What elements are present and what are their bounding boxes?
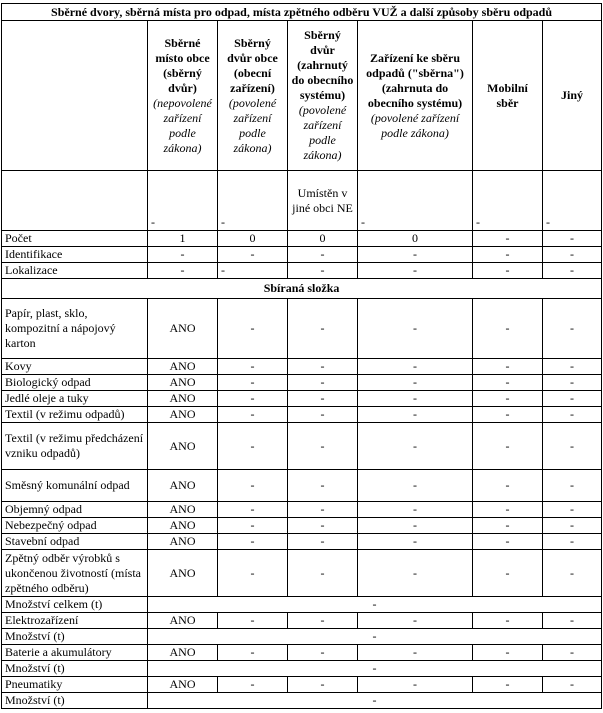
table-cell: - [288, 299, 358, 359]
table-row [2, 263, 602, 279]
table-row [2, 502, 602, 518]
column-name: Jiný [561, 88, 584, 102]
table-cell: ANO [148, 299, 218, 359]
table-cell: ANO [148, 645, 218, 661]
table-cell: ANO [148, 407, 218, 423]
row-label: Pneumatiky [2, 677, 148, 693]
subheader-cell: - [358, 171, 473, 231]
table-cell: - [543, 518, 602, 534]
table-cell: - [358, 518, 473, 534]
table-cell: - [218, 375, 288, 391]
quantity-row [2, 629, 602, 645]
table-cell: - [473, 375, 543, 391]
table-cell: - [543, 231, 602, 247]
column-header-row [2, 21, 602, 171]
column-name: Sběrný dvůr (zahrnutý do obecního systému) [291, 28, 354, 102]
row-label: Biologický odpad [2, 375, 148, 391]
table-cell: - [473, 645, 543, 661]
subheader-cell: - [218, 171, 288, 231]
table-cell: - [358, 613, 473, 629]
column-note: (nepovolené zařízení podle zákona) [153, 95, 212, 155]
table-cell: - [288, 470, 358, 502]
table-cell: - [358, 550, 473, 597]
table-cell: - [218, 407, 288, 423]
title-row [2, 4, 602, 21]
table-cell: ANO [148, 502, 218, 518]
row-label: Lokalizace [2, 263, 148, 279]
row-label: Počet [2, 231, 148, 247]
table-cell: ANO [148, 359, 218, 375]
table-cell: - [473, 391, 543, 407]
table-cell: ANO [148, 677, 218, 693]
table-cell: - [148, 693, 602, 709]
table-cell: - [218, 677, 288, 693]
table-cell: - [218, 247, 288, 263]
table-cell: - [473, 470, 543, 502]
collection-table [1, 3, 602, 709]
table-row [2, 359, 602, 375]
table-cell: - [473, 613, 543, 629]
table-row [2, 534, 602, 550]
table-cell: - [543, 613, 602, 629]
row-label: Objemný odpad [2, 502, 148, 518]
table-cell: - [543, 359, 602, 375]
row-label: Identifikace [2, 247, 148, 263]
table-title: Sběrné dvory, sběrná místa pro odpad, místa zpětného odběru VUŽ a další způsoby sběru odpadů [2, 4, 602, 21]
table-row [2, 550, 602, 597]
table-cell: - [543, 375, 602, 391]
table-cell: - [218, 299, 288, 359]
total-row [2, 597, 602, 613]
subheader-cell: Umístěn v jiné obci NE [288, 171, 358, 231]
column-header [473, 21, 543, 171]
table-cell: - [288, 613, 358, 629]
table-cell: - [473, 534, 543, 550]
table-cell: - [288, 375, 358, 391]
subheader-cell: - [543, 171, 602, 231]
table-row [2, 613, 602, 629]
column-note: (povolené zařízení podle zákona) [370, 110, 460, 140]
table-cell: 0 [358, 231, 473, 247]
table-cell: - [288, 391, 358, 407]
row-label: Elektrozařízení [2, 613, 148, 629]
table-cell: - [218, 613, 288, 629]
table-cell: - [148, 629, 602, 645]
table-cell: - [543, 534, 602, 550]
table-cell: - [543, 550, 602, 597]
table-cell: - [358, 423, 473, 470]
table-row [2, 407, 602, 423]
table-row [2, 423, 602, 470]
column-name: Mobilní sběr [487, 80, 528, 110]
table-cell: - [218, 534, 288, 550]
table-cell: - [288, 263, 358, 279]
subheader-cell: - [473, 171, 543, 231]
table-cell: ANO [148, 613, 218, 629]
table-row [2, 231, 602, 247]
table-cell: - [543, 470, 602, 502]
table-cell: - [473, 407, 543, 423]
table-cell: - [473, 231, 543, 247]
table-cell: - [473, 299, 543, 359]
table-cell: ANO [148, 423, 218, 470]
table-cell: - [358, 677, 473, 693]
column-header [543, 21, 602, 171]
column-name: Zařízení ke sběru odpadů ("sběrna")(zahrnuta do obecního systému) [366, 50, 464, 110]
subheader-row [2, 171, 602, 231]
table-cell: - [543, 247, 602, 263]
table-cell: - [543, 391, 602, 407]
table-cell: - [358, 470, 473, 502]
table-cell: - [473, 263, 543, 279]
table-cell: - [288, 518, 358, 534]
table-cell: - [288, 550, 358, 597]
quantity-row [2, 693, 602, 709]
table-cell: - [473, 423, 543, 470]
column-note: (povolené zařízení podle zákona) [228, 95, 277, 155]
table-cell: - [358, 375, 473, 391]
table-cell: - [543, 645, 602, 661]
table-cell: - [358, 263, 473, 279]
table-row [2, 375, 602, 391]
table-cell: - [473, 550, 543, 597]
table-cell: 0 [288, 231, 358, 247]
row-label: Textil (v režimu odpadů) [2, 407, 148, 423]
header-empty-cell [2, 21, 148, 171]
subheader-cell: - [148, 171, 218, 231]
table-cell: - [358, 391, 473, 407]
table-cell: - [288, 247, 358, 263]
table-row [2, 470, 602, 502]
table-cell: - [148, 263, 218, 279]
row-label: Množství (t) [2, 629, 148, 645]
table-cell: - [288, 677, 358, 693]
table-cell: - [218, 470, 288, 502]
table-cell: - [543, 677, 602, 693]
table-cell: - [543, 299, 602, 359]
table-cell: - [358, 534, 473, 550]
table-cell: - [473, 359, 543, 375]
subheader-empty-cell [2, 171, 148, 231]
section-title: Sbíraná složka [2, 279, 602, 299]
row-label: Kovy [2, 359, 148, 375]
table-cell: - [358, 407, 473, 423]
row-label: Množství (t) [2, 693, 148, 709]
table-row [2, 518, 602, 534]
table-cell: - [218, 502, 288, 518]
table-cell: - [288, 359, 358, 375]
table-cell: - [473, 502, 543, 518]
table-cell: - [218, 518, 288, 534]
table-cell: - [218, 423, 288, 470]
table-cell: - [148, 661, 602, 677]
table-cell: - [543, 407, 602, 423]
row-label: Jedlé oleje a tuky [2, 391, 148, 407]
table-cell: ANO [148, 391, 218, 407]
row-label: Zpětný odběr výrobků s ukončenou životností (místa zpětného odběru) [2, 550, 148, 597]
table-row [2, 677, 602, 693]
table-cell: - [218, 645, 288, 661]
table-cell: - [218, 391, 288, 407]
table-row [2, 247, 602, 263]
row-label: Textil (v režimu předcházení vzniku odpadů) [2, 423, 148, 470]
table-cell: - [218, 550, 288, 597]
table-cell: ANO [148, 470, 218, 502]
quantity-row [2, 661, 602, 677]
table-cell: ANO [148, 534, 218, 550]
column-header [288, 21, 358, 171]
table-row [2, 645, 602, 661]
row-label: Papír, plast, sklo, kompozitní a nápojový karton [2, 299, 148, 359]
column-header [218, 21, 288, 171]
table-cell: - [148, 597, 602, 613]
column-header [358, 21, 473, 171]
table-cell: - [218, 263, 288, 279]
row-label: Nebezpečný odpad [2, 518, 148, 534]
table-cell: - [543, 263, 602, 279]
table-cell: - [358, 645, 473, 661]
table-cell: ANO [148, 375, 218, 391]
table-cell: 1 [148, 231, 218, 247]
row-label: Směsný komunální odpad [2, 470, 148, 502]
column-name: Sběrný dvůr obce (obecní zařízení) [227, 35, 278, 95]
table-cell: - [358, 299, 473, 359]
table-cell: - [288, 645, 358, 661]
table-cell: - [473, 247, 543, 263]
table-cell: - [148, 247, 218, 263]
row-label: Množství (t) [2, 661, 148, 677]
table-cell: 0 [218, 231, 288, 247]
table-cell: - [358, 502, 473, 518]
row-label: Stavební odpad [2, 534, 148, 550]
table-cell: - [473, 677, 543, 693]
column-header [148, 21, 218, 171]
table-cell: - [543, 502, 602, 518]
table-row [2, 299, 602, 359]
row-label: Množství celkem (t) [2, 597, 148, 613]
table-cell: - [543, 423, 602, 470]
table-cell: - [288, 423, 358, 470]
table-cell: - [288, 534, 358, 550]
table-cell: ANO [148, 550, 218, 597]
row-label: Baterie a akumulátory [2, 645, 148, 661]
table-cell: - [288, 407, 358, 423]
table-row [2, 391, 602, 407]
column-name: Sběrné místo obce (sběrný dvůr) [155, 35, 210, 95]
table-cell: - [288, 502, 358, 518]
table-cell: - [218, 359, 288, 375]
table-cell: - [358, 359, 473, 375]
table-cell: ANO [148, 518, 218, 534]
table-cell: - [358, 247, 473, 263]
column-note: (povolené zařízení podle zákona) [298, 103, 347, 162]
table-cell: - [473, 518, 543, 534]
section-row [2, 279, 602, 299]
